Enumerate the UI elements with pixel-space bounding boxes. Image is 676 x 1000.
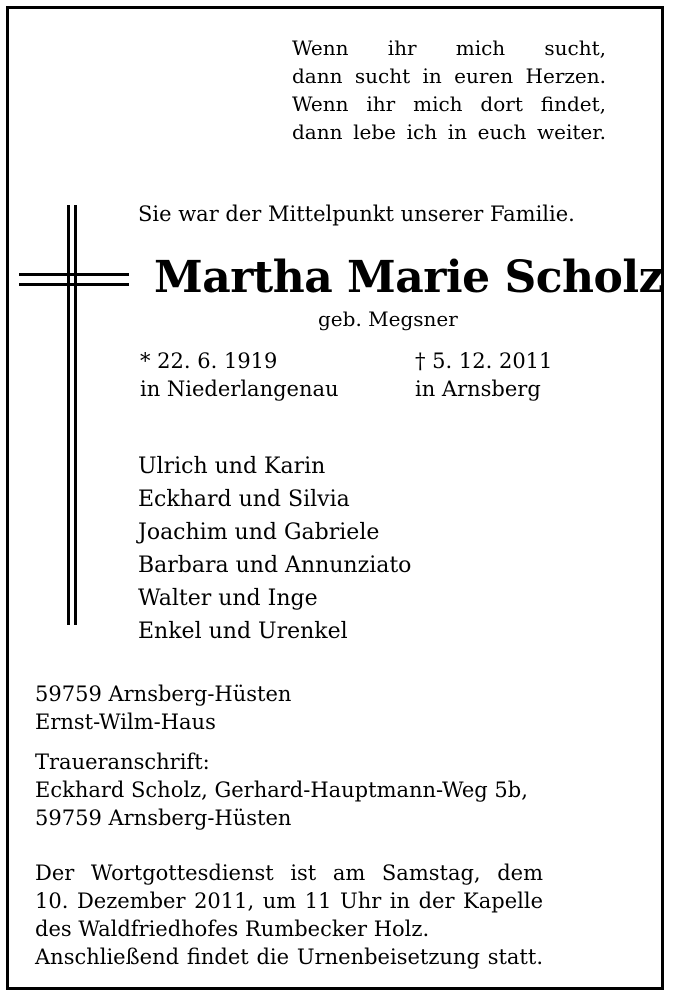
family-member: Barbara und Annunziato xyxy=(138,553,412,578)
family-member: Eckhard und Silvia xyxy=(138,487,350,512)
death-date: † 5. 12. 2011 xyxy=(415,349,553,373)
family-member: Enkel und Urenkel xyxy=(138,619,348,644)
deceased-name: Martha Marie Scholz xyxy=(154,252,664,303)
service-line: Anschließend findet die Urnenbeisetzung statt. xyxy=(35,945,543,969)
family-member: Ulrich und Karin xyxy=(138,454,326,479)
service-line: Der Wortgottesdienst ist am Samstag, dem xyxy=(35,861,543,885)
mourning-address-label: Traueranschrift: xyxy=(35,750,210,774)
birth-place: in Niederlangenau xyxy=(140,377,339,401)
cross-vertical-right xyxy=(74,205,77,625)
birth-date: * 22. 6. 1919 xyxy=(140,349,278,373)
maiden-name: geb. Megsner xyxy=(318,307,458,331)
poem-line: dann sucht in euren Herzen. xyxy=(292,64,606,88)
cross-horizontal-top xyxy=(19,273,129,276)
poem-line: Wenn ihr mich sucht, xyxy=(292,36,606,60)
mourning-address-line: 59759 Arnsberg-Hüsten xyxy=(35,806,292,830)
poem-line: dann lebe ich in euch weiter. xyxy=(292,120,606,144)
service-line: 10. Dezember 2011, um 11 Uhr in der Kapelle xyxy=(35,889,543,913)
intro-text: Sie war der Mittelpunkt unserer Familie. xyxy=(138,202,575,226)
family-member: Joachim und Gabriele xyxy=(138,520,380,545)
death-place: in Arnsberg xyxy=(415,377,541,401)
family-member: Walter und Inge xyxy=(138,586,318,611)
residence-line: Ernst-Wilm-Haus xyxy=(35,710,216,734)
cross-vertical-left xyxy=(67,205,70,625)
cross-horizontal-bottom xyxy=(19,283,129,286)
service-line: des Waldfriedhofes Rumbecker Holz. xyxy=(35,917,430,941)
residence-line: 59759 Arnsberg-Hüsten xyxy=(35,682,292,706)
poem-line: Wenn ihr mich dort findet, xyxy=(292,92,606,116)
mourning-address-line: Eckhard Scholz, Gerhard-Hauptmann-Weg 5b, xyxy=(35,778,528,802)
